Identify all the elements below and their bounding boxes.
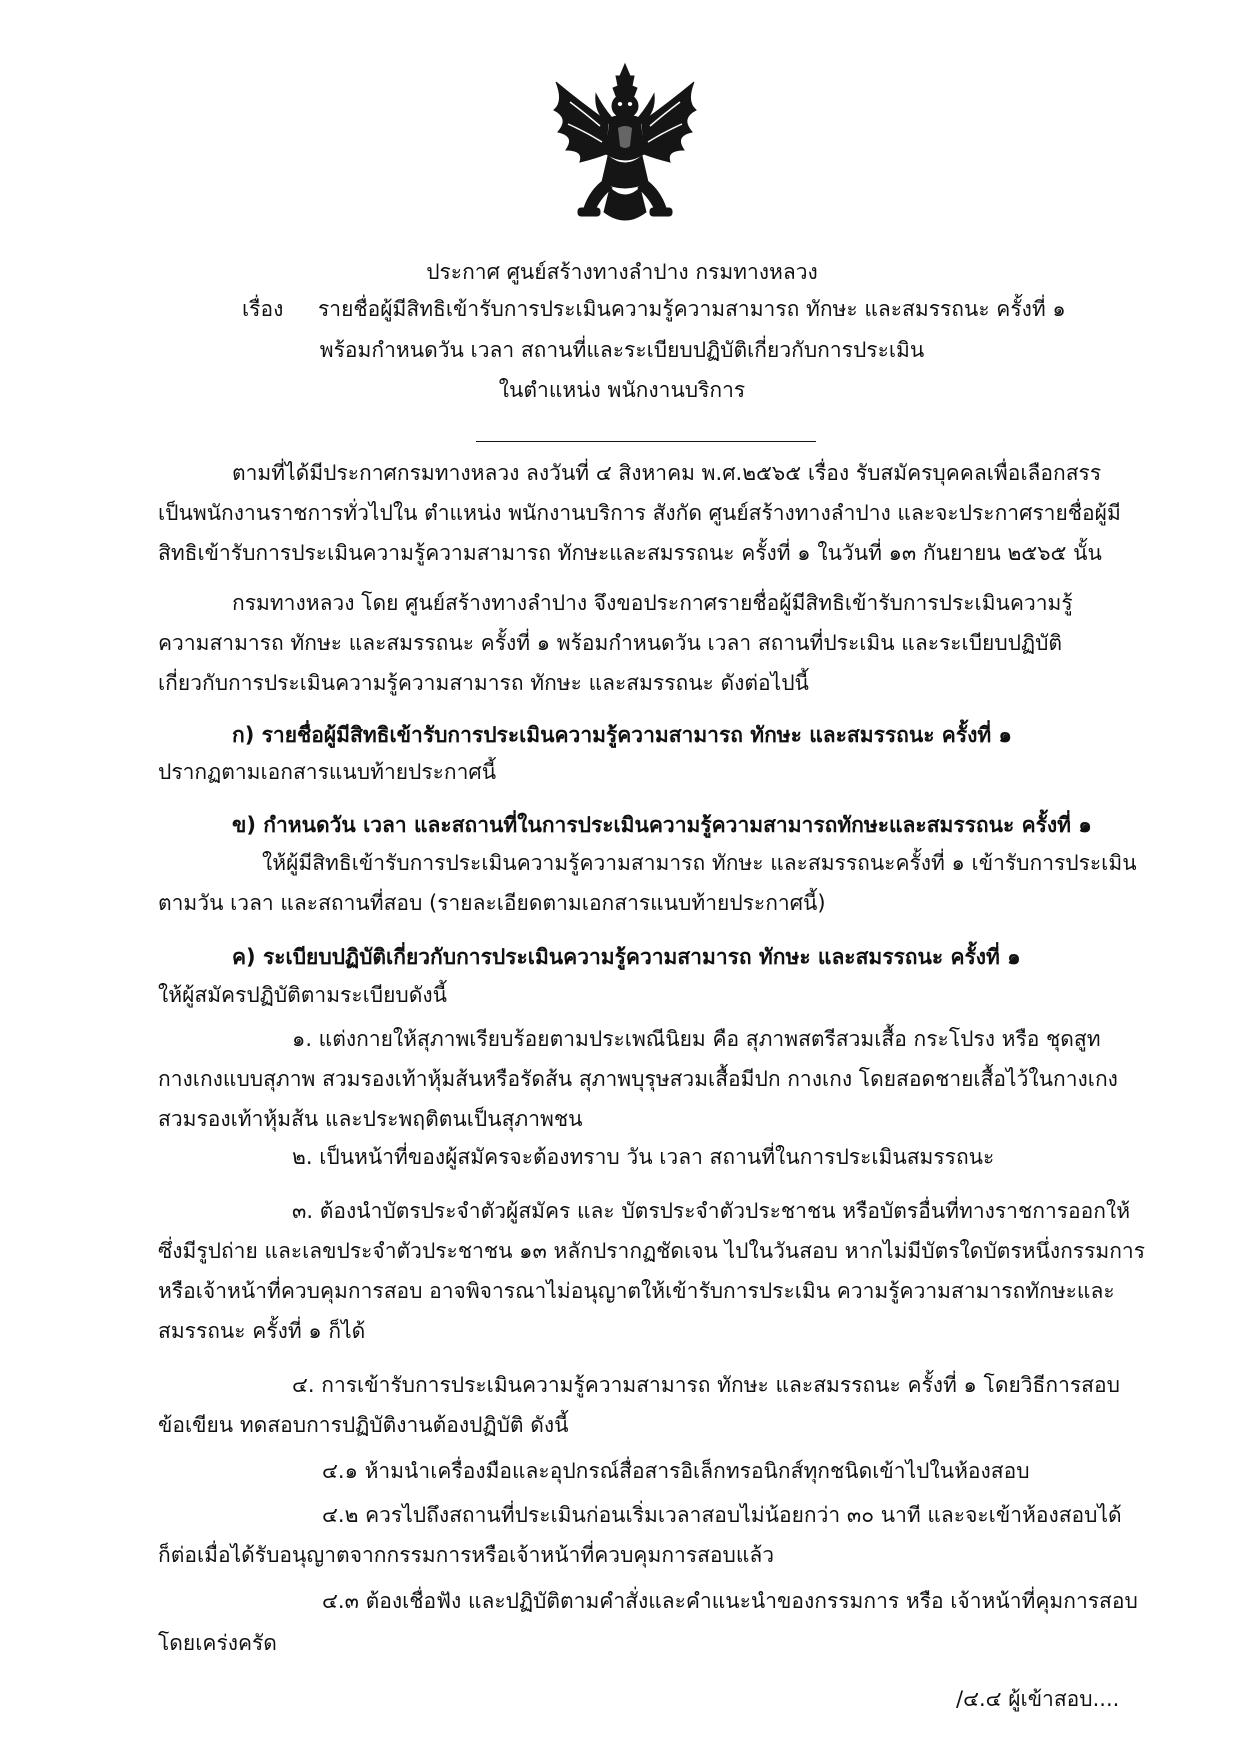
intro-p1-line-3: สิทธิเข้ารับการประเมินความรู้ความสามารถ ทักษะและสมรรถนะ ครั้งที่ ๑ ในวันที่ ๑๓ กันยายน ๒๕๖๕ นั้น bbox=[158, 541, 1102, 565]
subject-line-3: ในตำแหน่ง พนักงานบริการ bbox=[498, 378, 746, 402]
item-1-line-2: กางเกงแบบสุภาพ สวมรองเท้าหุ้มส้นหรือรัดส้น สุภาพบุรุษสวมเสื้อมีปก กางเกง โดยสอดชายเสื้อไว้ในกางเกง bbox=[158, 1067, 1118, 1091]
item-2: ๒. เป็นหน้าที่ของผู้สมัครจะต้องทราบ วัน เวลา สถานที่ในการประเมินสมรรถนะ bbox=[292, 1145, 995, 1169]
item-3-line-2: ซึ่งมีรูปถ่าย และเลขประจำตัวประชาชน ๑๓ หลักปรากฏชัดเจน ไปในวันสอบ หากไม่มีบัตรใดบัตรหนึ่งกรรมการ bbox=[158, 1239, 1145, 1263]
item-4-line-1: ๔. การเข้ารับการประเมินความรู้ความสามารถ ทักษะ และสมรรถนะ ครั้งที่ ๑ โดยวิธีการสอบ bbox=[292, 1373, 1120, 1397]
intro-p2-line-2: ความสามารถ ทักษะ และสมรรถนะ ครั้งที่ ๑ พร้อมกำหนดวัน เวลา สถานที่ประเมิน และระเบียบปฏิบัติ bbox=[158, 631, 1063, 655]
intro-p2-line-3: เกี่ยวกับการประเมินความรู้ความสามารถ ทักษะ และสมรรถนะ ดังต่อไปนี้ bbox=[158, 671, 809, 695]
section-a-heading: ก) รายชื่อผู้มีสิทธิเข้ารับการประเมินความรู้ความสามารถ ทักษะ และสมรรถนะ ครั้งที่ ๑ bbox=[232, 723, 1012, 747]
item-4-2-line-2: ก็ต่อเมื่อได้รับอนุญาตจากกรรมการหรือเจ้าหน้าที่ควบคุมการสอบแล้ว bbox=[158, 1543, 775, 1567]
item-4-1: ๔.๑ ห้ามนำเครื่องมือและอุปกรณ์สื่อสารอิเล็กทรอนิกส์ทุกชนิดเข้าไปในห้องสอบ bbox=[322, 1459, 1030, 1483]
item-3-line-3: หรือเจ้าหน้าที่ควบคุมการสอบ อาจพิจารณาไม่อนุญาตให้เข้ารับการประเมิน ความรู้ความสามารถทักษะและ bbox=[158, 1279, 1115, 1303]
section-c-heading: ค) ระเบียบปฏิบัติเกี่ยวกับการประเมินความรู้ความสามารถ ทักษะ และสมรรถนะ ครั้งที่ ๑ bbox=[232, 945, 1021, 969]
item-1-line-1: ๑. แต่งกายให้สุภาพเรียบร้อยตามประเพณีนิยม คือ สุภาพสตรีสวมเสื้อ กระโปรง หรือ ชุดสูท bbox=[292, 1027, 1101, 1051]
section-b-heading: ข) กำหนดวัน เวลา และสถานที่ในการประเมินความรู้ความสามารถทักษะและสมรรถนะ ครั้งที่ ๑ bbox=[232, 813, 1092, 837]
subject-line-2: พร้อมกำหนดวัน เวลา สถานที่และระเบียบปฏิบัติเกี่ยวกับการประเมิน bbox=[319, 338, 925, 362]
section-b-body-2: ตามวัน เวลา และสถานที่สอบ (รายละเอียดตามเอกสารแนบท้ายประกาศนี้) bbox=[158, 891, 826, 915]
subject-label: เรื่อง bbox=[242, 297, 284, 321]
divider bbox=[476, 441, 816, 442]
item-3-line-1: ๓. ต้องนำบัตรประจำตัวผู้สมัคร และ บัตรประจำตัวประชาชน หรือบัตรอื่นที่ทางราชการออกให้ bbox=[292, 1199, 1131, 1223]
page-continuation: /๔.๔ ผู้เข้าสอบ.... bbox=[956, 1687, 1120, 1711]
item-4-2-line-1: ๔.๒ ควรไปถึงสถานที่ประเมินก่อนเริ่มเวลาสอบไม่น้อยกว่า ๓๐ นาที และจะเข้าห้องสอบได้ bbox=[322, 1503, 1122, 1527]
section-c-intro: ให้ผู้สมัครปฏิบัติตามระเบียบดังนี้ bbox=[158, 983, 448, 1007]
subject-line-1: รายชื่อผู้มีสิทธิเข้ารับการประเมินความรู้ความสามารถ ทักษะ และสมรรถนะ ครั้งที่ ๑ bbox=[318, 297, 1066, 321]
section-a-body: ปรากฏตามเอกสารแนบท้ายประกาศนี้ bbox=[158, 760, 497, 784]
intro-p2-line-1: กรมทางหลวง โดย ศูนย์สร้างทางลำปาง จึงขอประกาศรายชื่อผู้มีสิทธิเข้ารับการประเมินความรู้ bbox=[232, 591, 1073, 615]
item-4-3-line-1: ๔.๓ ต้องเชื่อฟัง และปฏิบัติตามคำสั่งและคำแนะนำของกรรมการ หรือ เจ้าหน้าที่คุมการสอบ bbox=[322, 1589, 1138, 1613]
item-3-line-4: สมรรถนะ ครั้งที่ ๑ ก็ได้ bbox=[158, 1319, 366, 1343]
intro-p1-line-1: ตามที่ได้มีประกาศกรมทางหลวง ลงวันที่ ๔ สิงหาคม พ.ศ.๒๕๖๕ เรื่อง รับสมัครบุคคลเพื่อเลือกสรร bbox=[232, 461, 1102, 485]
intro-p1-line-2: เป็นพนักงานราชการทั่วไปใน ตำแหน่ง พนักงานบริการ สังกัด ศูนย์สร้างทางลำปาง และจะประกาศรายชื่อผู้มี bbox=[158, 501, 1121, 525]
item-4-3-line-2: โดยเคร่งครัด bbox=[158, 1631, 277, 1655]
announcement-title: ประกาศ ศูนย์สร้างทางลำปาง กรมทางหลวง bbox=[426, 260, 818, 284]
item-4-line-2: ข้อเขียน ทดสอบการปฏิบัติงานต้องปฏิบัติ ดังนี้ bbox=[158, 1413, 569, 1437]
section-b-body-1: ให้ผู้มีสิทธิเข้ารับการประเมินความรู้ความสามารถ ทักษะ และสมรรถนะครั้งที่ ๑ เข้ารับการประเมิน bbox=[262, 851, 1137, 875]
garuda-emblem-icon bbox=[550, 62, 700, 230]
item-1-line-3: สวมรองเท้าหุ้มส้น และประพฤติตนเป็นสุภาพชน bbox=[158, 1107, 583, 1131]
